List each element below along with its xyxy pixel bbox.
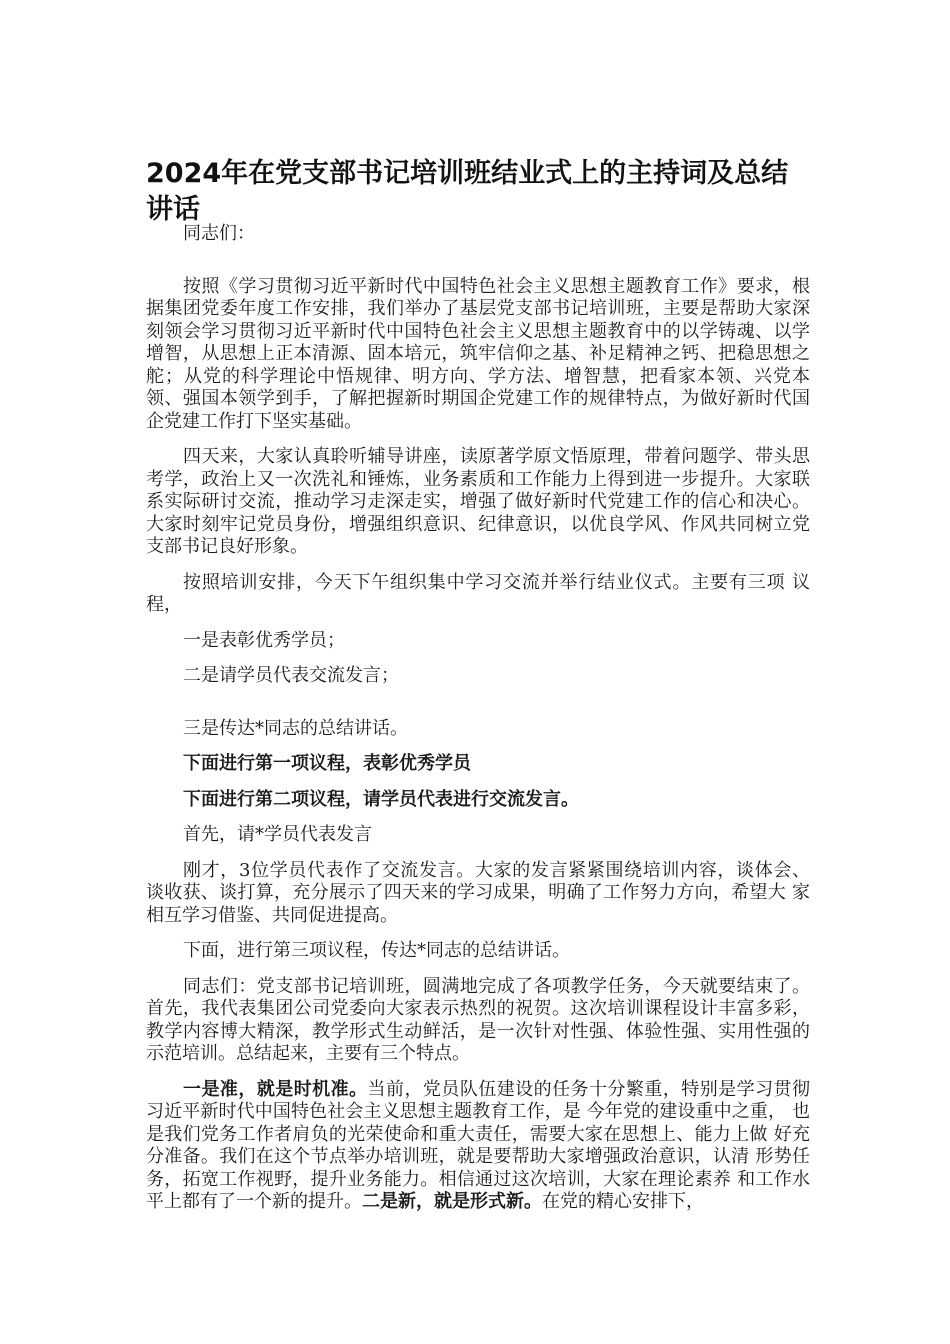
paragraph-features: [146, 1079, 810, 1214]
agenda-item-3: 三是传达*同志的总结讲话。: [183, 717, 408, 739]
paragraph-four-days: 四天来，大家认真聆听辅导讲座，读原著学原文悟原理，带着问题学、带头思考学，政治上又一次洗礼和锤炼，业务素质和工作能力上得到进一步提升。大家联系实际研讨交流，推动学习走深走实，增强了做好新时代党建工作的信心和决心。大家时刻牢记党员身份，增强组织意识、纪律意识，以优良学风、作风共同树立党支部书记良好形象。: [146, 446, 810, 557]
salutation: 同志们：: [183, 223, 255, 244]
feature-1-text: 当前，党员队伍建设的任务十分繁重，特别是学习贯彻习近平新时代中国特色社会主义思想主题教育工作，是 今年党的建设重中之重， 也是我们党务工作者肩负的光荣使命和重大责任，需要大家在思想上、能力上做 好充分准备。我们在这个节点举办培训班，就是要帮助大家增强政治意识，认清 形势任务，拓宽工作视野，提升业务能力。相信通过这次培训，大家在理论素养 和工作水平上都有了一个新的提升。: [146, 1078, 810, 1212]
agenda-item-1: 一是表彰优秀学员；: [183, 629, 345, 651]
feature-2-text: 在党的精心安排下，: [542, 1191, 704, 1212]
paragraph-first-speaker: 首先，请*学员代表发言: [183, 824, 372, 845]
document-body: [146, 212, 810, 1214]
feature-1-heading: 一是准，就是时机准。: [183, 1078, 368, 1100]
paragraph-speakers-summary: 刚才，3位学员代表作了交流发言。大家的发言紧紧围绕培训内容，谈体会、 谈收获、谈打算，充分展示了四天来的学习成果，明确了工作努力方向，希望大 家相互学习借鉴、共同促进提高。: [146, 859, 810, 926]
document-title: 2024年在党支部书记培训班结业式上的主持词及总结讲话: [146, 158, 789, 225]
paragraph-agenda-intro: 按照培训安排，今天下午组织集中学习交流并举行结业仪式。主要有三项 议 程，: [146, 571, 810, 615]
paragraph-third-agenda: 下面，进行第三项议程，传达*同志的总结讲话。: [183, 940, 570, 961]
agenda-item-2: 二是请学员代表交流发言；: [183, 665, 399, 686]
heading-agenda-2: 下面进行第二项议程，请学员代表进行交流发言。: [183, 788, 579, 810]
paragraph-closing-speech: 同志们：党支部书记培训班，圆满地完成了各项教学任务，今天就要结束了。首先，我代表集团公司党委向大家表示热烈的祝贺。这次培训课程设计丰富多彩，教学内容博大精深，教学形式生动鲜活，是一次针对性强、体验性强、实用性强的示范培训。总结起来，主要有三个特点。: [146, 975, 810, 1064]
paragraph-intro: 按照《学习贯彻习近平新时代中国特色社会主义思想主题教育工作》要求，根据集团党委年度工作安排，我们举办了基层党支部书记培训班，主要是帮助大家深刻领会学习贯彻习近平新时代中国特色社会主义思想主题教育中的以学铸魂、以学增智，从思想上正本清源、固本培元，筑牢信仰之基、补足精神之钙、把稳思想之舵；从党的科学理论中悟规律、明方向、学方法、增智慧，把看家本领、兴党本领、强国本领学到手，了解把握新时期国企党建工作的规律特点，为做好新时代国企党建工作打下坚实基础。: [146, 275, 810, 432]
heading-agenda-1: 下面进行第一项议程，表彰优秀学员: [183, 753, 471, 774]
feature-2-heading: 二是新，就是形式新。: [362, 1191, 542, 1212]
